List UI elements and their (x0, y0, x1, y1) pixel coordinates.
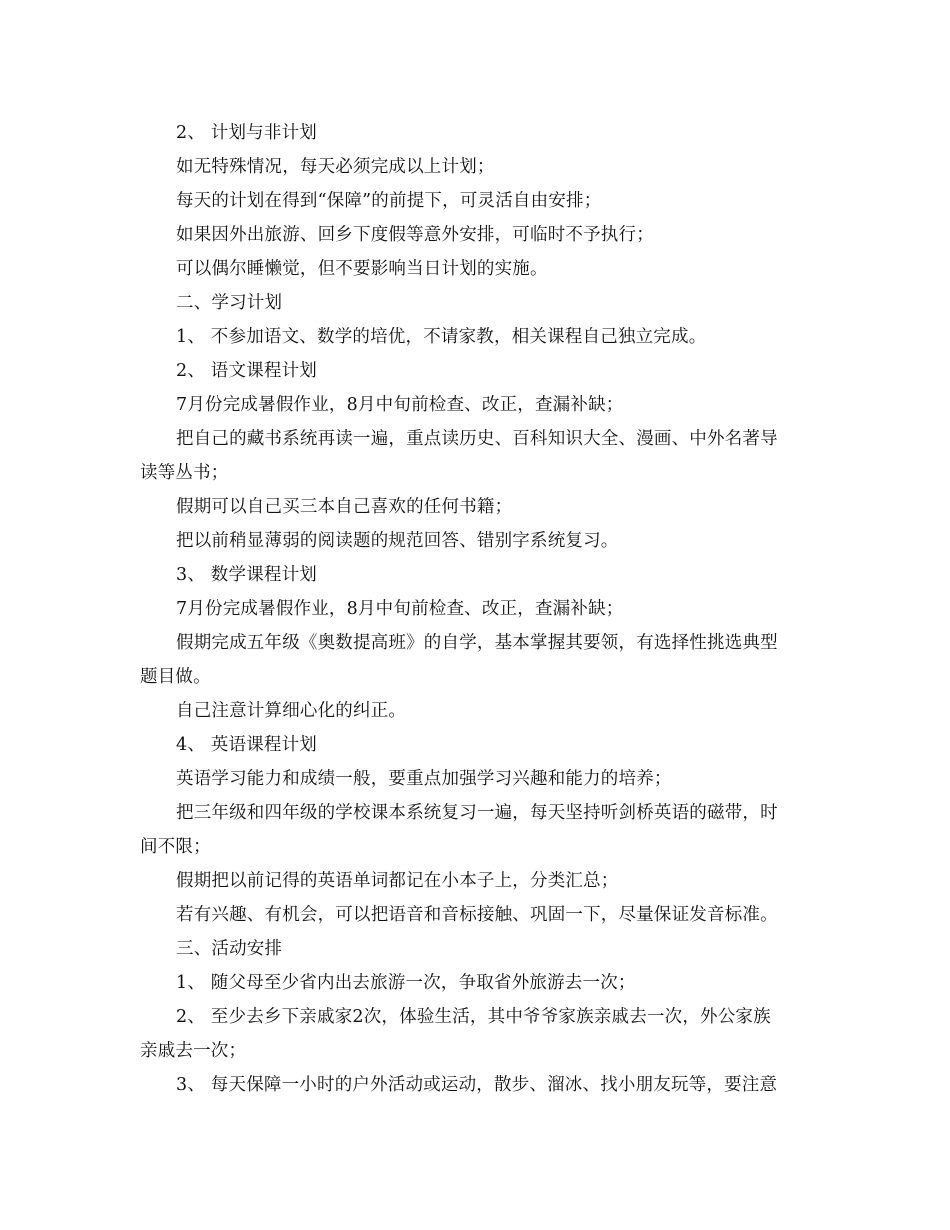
text-line: 3、 每天保障一小时的户外活动或运动，散步、溜冰、找小朋友玩等，要注意 (176, 1075, 778, 1095)
document-body (140, 116, 812, 1102)
text-line: 题目做。 (140, 667, 211, 687)
text-line: 自己注意计算细心化的纠正。 (176, 701, 407, 721)
text-line: 2、 至少去乡下亲戚家2次，体验生活，其中爷爷家族亲戚去一次，外公家族 (176, 1007, 771, 1027)
text-line: 2、 语文课程计划 (176, 361, 317, 381)
text-line: 4、 英语课程计划 (176, 735, 317, 755)
text-line: 3、 数学课程计划 (176, 565, 317, 585)
text-line: 英语学习能力和成绩一般，要重点加强学习兴趣和能力的培养； (176, 769, 672, 789)
text-line: 间不限； (140, 837, 211, 857)
text-line: 二、学习计划 (176, 293, 283, 313)
text-line: 7月份完成暑假作业，8月中旬前检查、改正，查漏补缺； (176, 395, 624, 415)
text-line: 亲戚去一次； (140, 1041, 247, 1061)
text-line: 1、 随父母至少省内出去旅游一次，争取省外旅游去一次； (176, 973, 636, 993)
text-line: 如果因外出旅游、回乡下度假等意外安排，可临时不予执行； (176, 225, 654, 245)
text-line: 假期可以自己买三本自己喜欢的任何书籍； (176, 497, 513, 517)
text-line: 1、 不参加语文、数学的培优，不请家教，相关课程自己独立完成。 (176, 327, 707, 347)
text-line: 假期完成五年级《奥数提高班》的自学，基本掌握其要领，有选择性挑选典型 (176, 633, 778, 653)
text-line: 把三年级和四年级的学校课本系统复习一遍，每天坚持听剑桥英语的磁带，时 (176, 803, 778, 823)
text-line: 三、活动安排 (176, 939, 283, 959)
text-line: 若有兴趣、有机会，可以把语音和音标接触、巩固一下，尽量保证发音标准。 (176, 905, 778, 925)
text-line: 可以偶尔睡懒觉，但不要影响当日计划的实施。 (176, 259, 548, 279)
text-line: 每天的计划在得到“保障”的前提下，可灵活自由安排； (176, 191, 602, 211)
text-line: 7月份完成暑假作业，8月中旬前检查、改正，查漏补缺； (176, 599, 624, 619)
text-line: 读等丛书； (140, 463, 229, 483)
text-line: 假期把以前记得的英语单词都记在小本子上，分类汇总； (176, 871, 619, 891)
text-line: 2、 计划与非计划 (176, 123, 317, 143)
text-line: 如无特殊情况，每天必须完成以上计划； (176, 157, 495, 177)
text-line: 把以前稍显薄弱的阅读题的规范回答、错别字系统复习。 (176, 531, 619, 551)
text-line: 把自己的藏书系统再读一遍，重点读历史、百科知识大全、漫画、中外名著导 (176, 429, 778, 449)
